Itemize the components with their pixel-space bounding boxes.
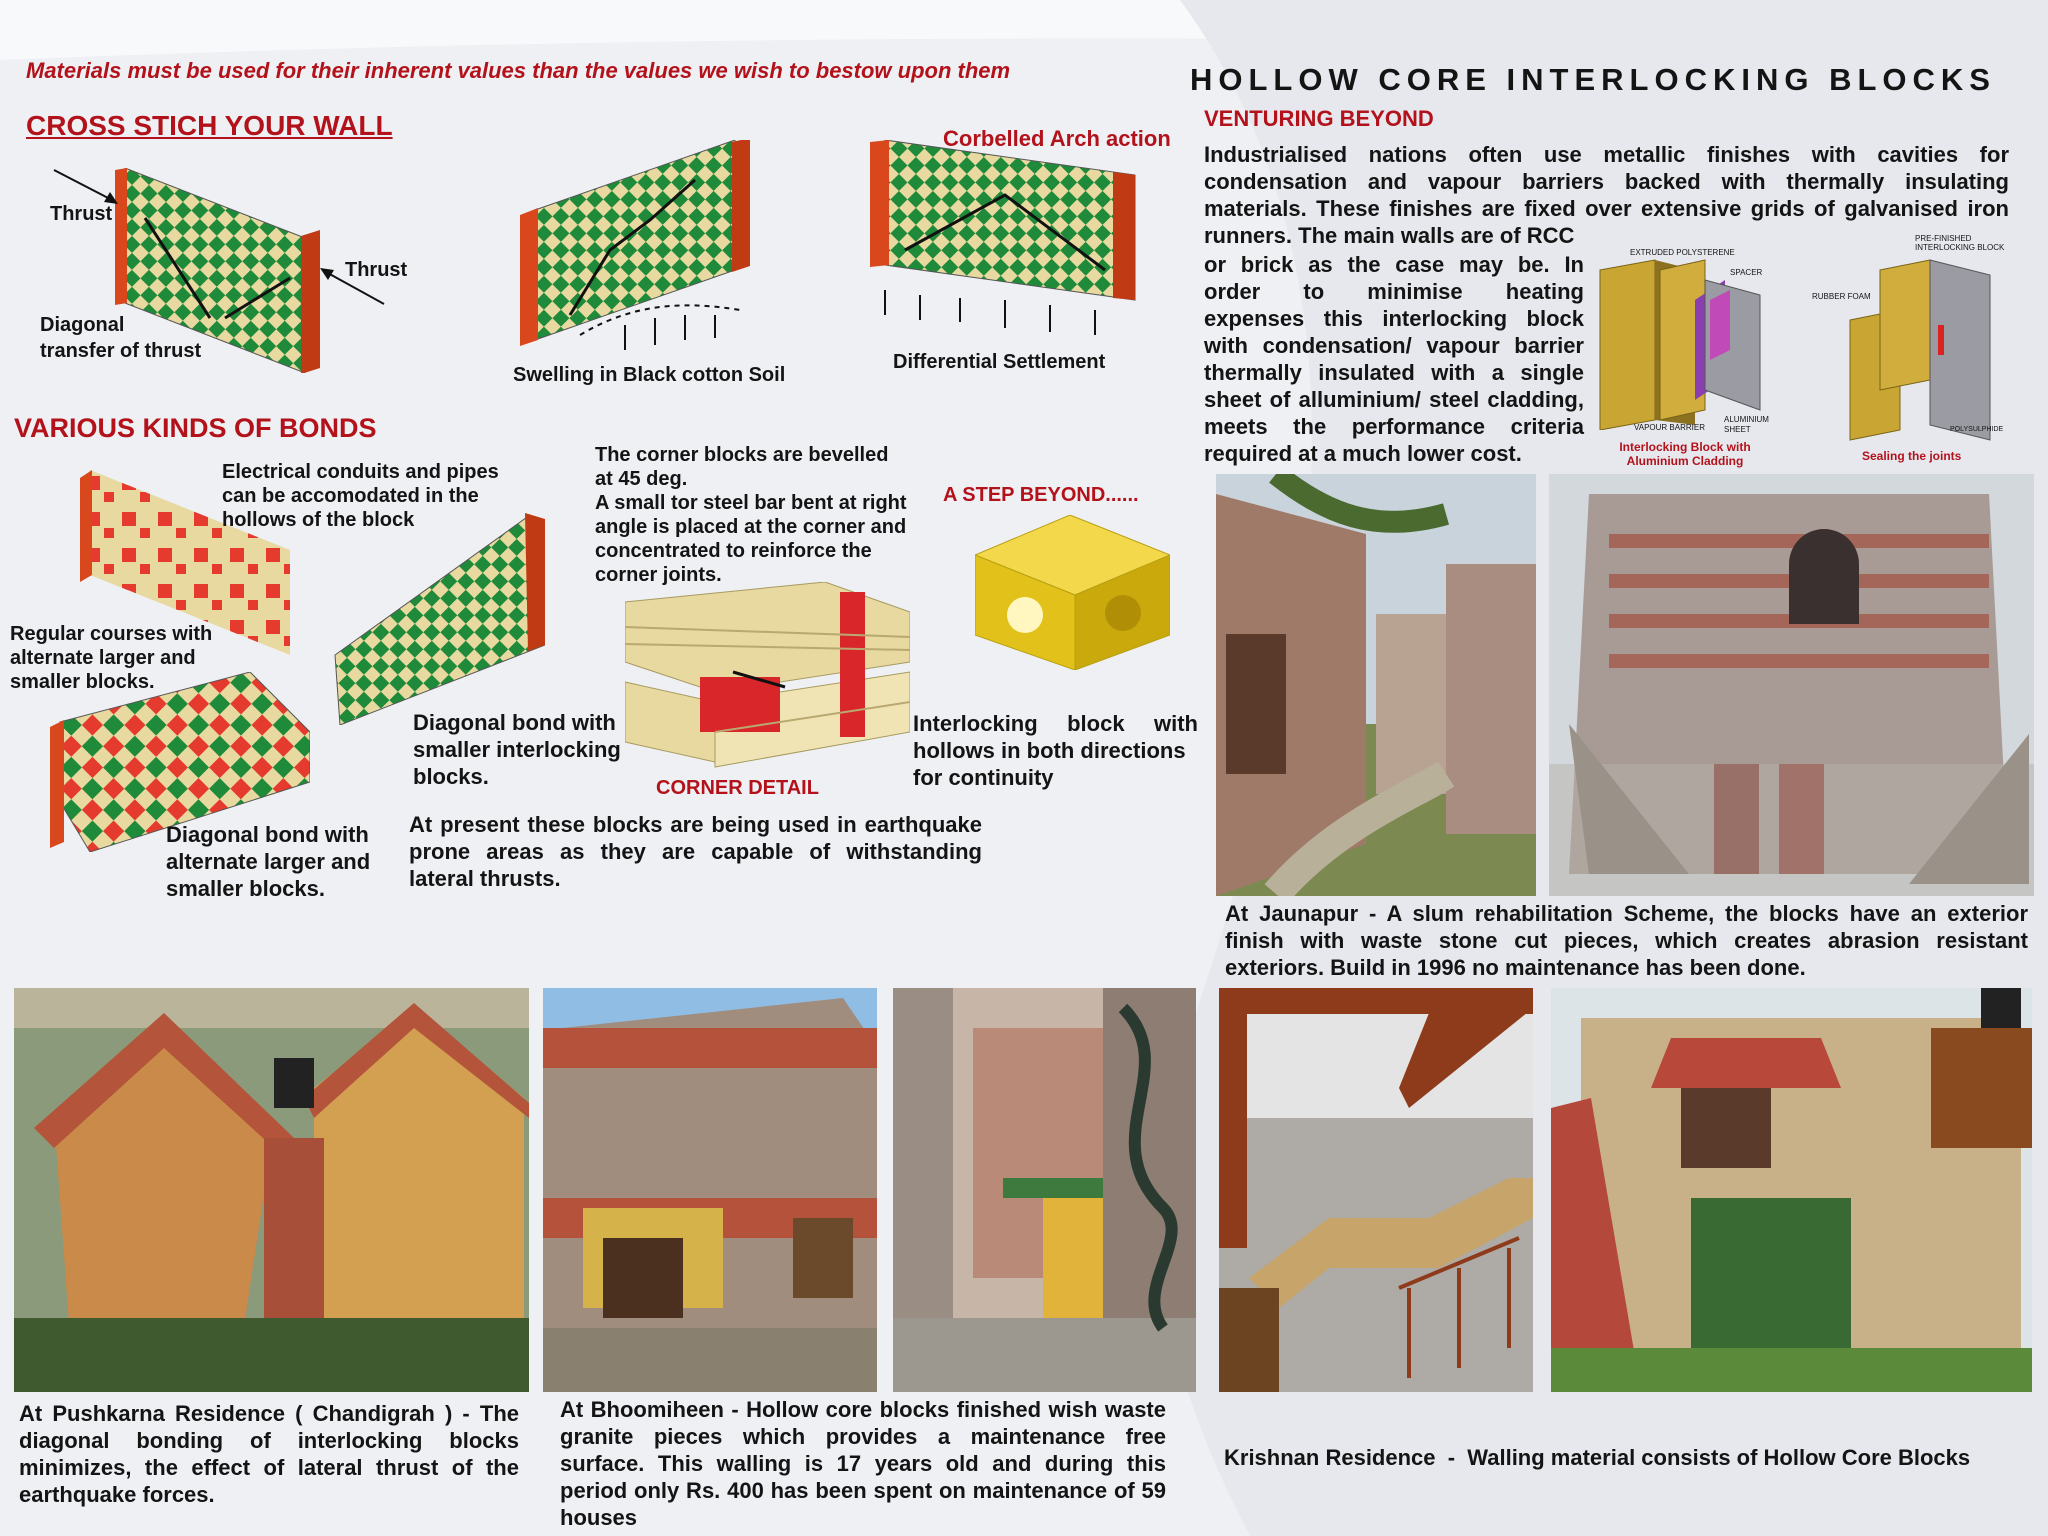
venturing-col-line-7: meets the performance criteria [1204,414,1584,439]
corner-detail-label: CORNER DETAIL [656,777,819,799]
thrust-left-arrow-icon [52,168,122,208]
interlocking-line-2: hollows in both directions [913,738,1186,763]
interlocking-line-1: Interlocking block with [913,711,1198,736]
sealing-joint-diagram [1840,250,2010,445]
corbelled-label: Corbelled Arch action [943,126,1171,151]
interlocking-line-3: for continuity [913,765,1054,790]
main-title: HOLLOW CORE INTERLOCKING BLOCKS [1190,62,1996,97]
venturing-col-line-5: thermally insulated with a single [1204,360,1584,385]
cladding-caption-line-2: Aluminium Cladding [1626,454,1744,468]
diagonal-label-2: transfer of thrust [40,340,202,362]
thrust-left-label: Thrust [50,203,113,225]
interlocking-block-diagram [975,515,1170,670]
label-sheet: SHEET [1724,425,1751,434]
venturing-para-top: Industrialised nations often use metallic finishes with cavities for condensation and vapour barriers backed with thermally insulating materials. These finishes are fixed over extensive grids of galvanised iron runners. The main walls are of RCC [1204,142,2009,248]
conduits-line-2: can be accomodated in the [222,485,479,507]
label-vapour: VAPOUR BARRIER [1634,423,1705,432]
step-beyond-label: A STEP BEYOND...... [943,484,1139,506]
conduits-line-3: hollows of the block [222,509,415,531]
conduits-line-1: Electrical conduits and pipes [222,461,499,483]
label-interlocking-block: INTERLOCKING BLOCK [1915,243,2005,252]
pushkarna-caption: At Pushkarna Residence ( Chandigrah ) - The diagonal bonding of interlocking blocks minimizes, the effect of lateral thrust of the earthquake forces. [19,1401,519,1507]
thrust-right-arrow-icon [318,268,388,308]
label-spacer: SPACER [1730,268,1763,277]
label-prefinished: PRE-FINISHED [1915,234,1972,243]
label-aluminium: ALUMINIUM [1724,415,1769,424]
settlement-label: Differential Settlement [893,351,1106,373]
label-polysulphide: POLYSULPHIDE [1950,426,2004,433]
label-extruded: EXTRUDED POLYSTERENE [1630,248,1735,257]
diagonal-alternate-note [166,821,370,902]
corner-detail-diagram [625,582,910,772]
bonds-heading: VARIOUS KINDS OF BONDS [14,413,377,443]
interlocking-note [913,710,1198,791]
jaunapur-caption: At Jaunapur - A slum rehabilitation Scheme, the blocks have an exterior finish with waste stone cut pieces, which creates abrasion resistant exteriors. Build in 1996 no maintenance has been done. [1225,901,2028,980]
diagonal-smaller-line-2: smaller interlocking [413,737,621,762]
bhoomiheen-photo-1 [543,988,877,1392]
thrust-right-label: Thrust [345,259,408,281]
regular-line-3: smaller blocks. [10,671,155,693]
sealing-caption: Sealing the joints [1862,449,1962,463]
bhoomiheen-caption: At Bhoomiheen - Hollow core blocks finished wish waste granite pieces which provides a maintenance free surface. This walling is 17 years old and during this period only Rs. 400 has been spent on maintenance of 59 houses [560,1397,1166,1530]
venturing-col-line-4: with condensation/ vapour barrier [1204,333,1584,358]
pushkarna-photo [14,988,529,1392]
regular-line-2: alternate larger and [10,647,196,669]
venturing-col-line-8: required at a much lower cost. [1204,441,1522,466]
diagonal-label-1: Diagonal [40,314,125,336]
corner-note-line-4: angle is placed at the corner and [595,516,907,538]
regular-line-1: Regular courses with [10,623,213,645]
venturing-col-line-6: sheet of alluminium/ steel cladding, [1204,387,1584,412]
krishnan-caption: Krishnan Residence - Walling material consists of Hollow Core Blocks [1224,1445,1971,1470]
corner-note-line-5: concentrated to reinforce the [595,540,872,562]
diagonal-smaller-line-1: Diagonal bond with [413,710,616,735]
quote: Materials must be used for their inherent values than the values we wish to bestow upon them [26,58,1011,83]
jaunapur-photo-1 [1216,474,1536,896]
label-rubber: RUBBER FOAM [1812,292,1871,301]
venturing-col-line-3: expenses this interlocking block [1204,306,1584,331]
venturing-para-column [1204,251,1584,467]
swelling-wall-diagram [510,140,760,370]
krishnan-photo-1 [1219,988,1533,1392]
diagonal-smaller-line-3: blocks. [413,764,489,789]
diagonal-smaller-block-diagram [330,505,545,725]
cladding-caption-line-1: Interlocking Block with [1619,440,1751,454]
krishnan-photo-2 [1551,988,2032,1392]
swelling-label: Swelling in Black cotton Soil [513,364,786,386]
cladding-caption [1610,440,1760,468]
cross-stitch-heading: CROSS STICH YOUR WALL [26,110,393,141]
jaunapur-photo-2 [1549,474,2034,896]
corner-note-line-1: The corner blocks are bevelled [595,444,889,466]
diagonal-alternate-line-2: alternate larger and [166,849,371,874]
corner-note [595,443,907,587]
venturing-heading: VENTURING BEYOND [1204,106,1434,131]
bhoomiheen-photo-2 [893,988,1196,1392]
diagonal-smaller-note [413,709,621,790]
diagonal-alternate-line-1: Diagonal bond with [166,822,369,847]
corner-note-line-6: corner joints. [595,564,722,586]
corner-note-line-2: at 45 deg. [595,468,688,490]
earthquake-note: At present these blocks are being used in earthquake prone areas as they are capable of withstanding lateral thrusts. [409,812,982,891]
corner-note-line-3: A small tor steel bar bent at right [595,492,907,514]
venturing-col-line-1: or brick as the case may be. In [1204,252,1584,277]
venturing-col-line-2: order to minimise heating [1204,279,1584,304]
diagonal-alternate-line-3: smaller blocks. [166,876,325,901]
corbelled-wall-diagram [865,140,1145,340]
